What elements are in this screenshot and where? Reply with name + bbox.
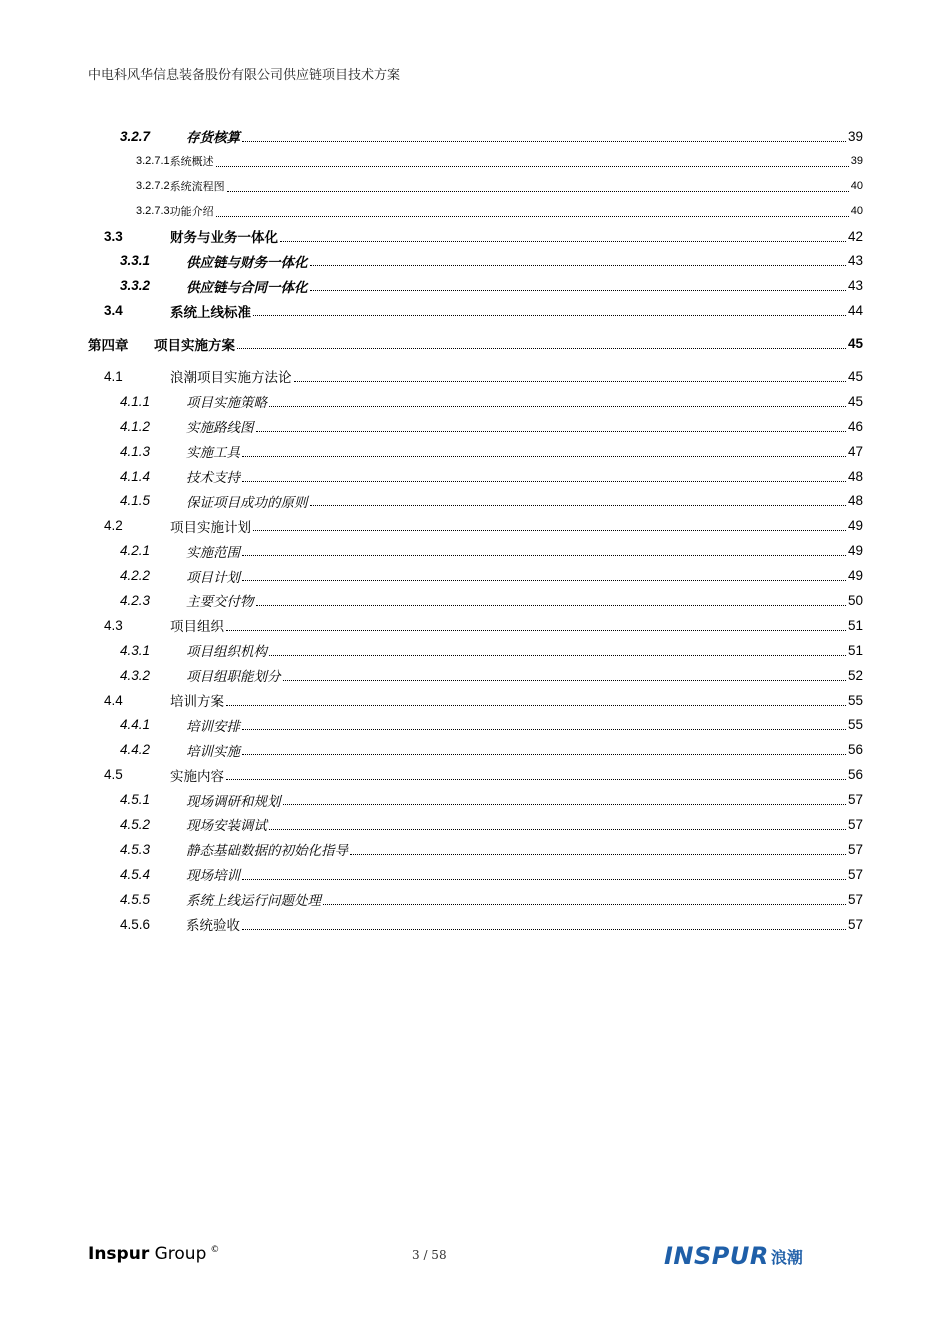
toc-entry-page: 42 [847, 228, 863, 244]
toc-entry[interactable] [88, 174, 863, 199]
toc-entry-number: 3.3.1 [120, 253, 151, 269]
toc-entry-title: 实施范围 [186, 544, 240, 561]
toc-entry[interactable] [88, 414, 863, 439]
toc-entry[interactable] [88, 712, 863, 737]
toc-entry-page: 57 [847, 891, 863, 907]
toc-entry-title: 系统流程图 [169, 180, 225, 194]
toc-entry-title: 系统上线运行问题处理 [186, 893, 321, 910]
toc-entry[interactable] [88, 224, 863, 249]
toc-entry[interactable] [88, 812, 863, 837]
toc-entry[interactable] [88, 762, 863, 787]
toc-entry[interactable] [88, 513, 863, 538]
toc-dot-leader [280, 241, 846, 242]
logo-wordmark: INSPUR [664, 1242, 769, 1270]
toc-entry-title: 静态基础数据的初始化指导 [186, 843, 348, 860]
toc-entry-number: 3.2.7.3 [136, 205, 170, 218]
toc-entry-page: 48 [847, 493, 863, 509]
toc-entry-number: 4.1 [104, 368, 123, 384]
toc-dot-leader [242, 141, 846, 142]
toc-dot-leader [242, 481, 846, 482]
toc-entry-title: 项目实施计划 [170, 519, 251, 536]
toc-entry[interactable] [88, 389, 863, 414]
toc-entry-title: 系统概述 [169, 155, 214, 169]
toc-entry-number: 4.4.1 [120, 717, 151, 733]
toc-entry-title: 供应链与财务一体化 [186, 254, 308, 271]
toc-entry-title: 主要交付物 [186, 594, 254, 611]
toc-entry-title: 项目实施策略 [186, 395, 267, 412]
toc-entry-number: 4.1.2 [120, 418, 151, 434]
toc-entry-title: 培训实施 [186, 743, 240, 760]
toc-entry-number: 4.5.5 [120, 891, 151, 907]
toc-entry-page: 56 [847, 742, 863, 758]
toc-entry-title: 项目实施方案 [154, 337, 235, 354]
toc-entry[interactable] [88, 273, 863, 298]
toc-dot-leader [253, 315, 846, 316]
toc-entry-page: 43 [847, 253, 863, 269]
toc-entry-number: 4.1.3 [120, 443, 151, 459]
toc-entry-number: 4.5.1 [120, 792, 151, 808]
document-header-title: 中电科风华信息装备股份有限公司供应链项目技术方案 [88, 68, 401, 83]
toc-entry[interactable] [88, 298, 863, 323]
toc-entry-number: 4.4 [104, 692, 123, 708]
toc-dot-leader [226, 630, 846, 631]
toc-entry-number: 3.4 [104, 303, 123, 319]
toc-entry-number: 4.3.1 [120, 642, 151, 658]
toc-entry-page: 57 [847, 916, 863, 932]
toc-entry-title: 系统上线标准 [170, 304, 251, 321]
toc-entry-number: 3.2.7.2 [136, 180, 170, 193]
toc-dot-leader [242, 929, 846, 930]
toc-entry[interactable] [88, 124, 863, 149]
toc-dot-leader [256, 605, 846, 606]
toc-entry-page: 52 [847, 667, 863, 683]
toc-entry-page: 47 [847, 443, 863, 459]
toc-entry[interactable] [88, 199, 863, 224]
toc-entry-number: 第四章 [88, 337, 129, 354]
toc-entry-number: 3.2.7.1 [136, 155, 170, 168]
toc-entry-number: 4.5.6 [120, 916, 151, 932]
toc-entry[interactable] [88, 588, 863, 613]
toc-dot-leader [350, 854, 846, 855]
toc-dot-leader [323, 904, 846, 905]
toc-entry-page: 43 [847, 278, 863, 294]
footer-brand-bold: Inspur [88, 1244, 150, 1264]
toc-entry[interactable] [88, 331, 863, 356]
toc-entry-page: 48 [847, 468, 863, 484]
toc-entry-title: 系统验收 [186, 918, 240, 935]
toc-dot-leader [256, 431, 846, 432]
toc-entry-number: 4.2.3 [120, 592, 151, 608]
toc-entry-number: 4.1.4 [120, 468, 151, 484]
toc-dot-leader [269, 655, 846, 656]
toc-entry-number: 4.5 [104, 767, 123, 783]
toc-entry-page: 39 [850, 155, 863, 168]
toc-entry-number: 3.3 [104, 228, 123, 244]
toc-entry-page: 57 [847, 792, 863, 808]
toc-dot-leader [226, 705, 846, 706]
toc-entry-number: 4.5.4 [120, 866, 151, 882]
toc-entry-page: 55 [847, 717, 863, 733]
toc-entry-title: 现场培训 [186, 868, 240, 885]
toc-entry-title: 实施路线图 [186, 420, 254, 437]
toc-entry-page: 40 [850, 180, 863, 193]
toc-entry-page: 50 [847, 592, 863, 608]
toc-entry-page: 39 [847, 128, 863, 144]
toc-entry[interactable] [88, 248, 863, 273]
toc-entry-page: 44 [847, 303, 863, 319]
toc-entry[interactable] [88, 364, 863, 389]
toc-entry[interactable] [88, 149, 863, 174]
toc-entry-title: 现场安装调试 [186, 818, 267, 835]
toc-dot-leader [242, 729, 846, 730]
toc-entry-number: 3.3.2 [120, 278, 151, 294]
toc-entry-page: 51 [847, 642, 863, 658]
toc-entry[interactable] [88, 862, 863, 887]
toc-entry[interactable] [88, 787, 863, 812]
toc-dot-leader [269, 406, 846, 407]
toc-dot-leader [216, 166, 849, 167]
toc-entry-title: 实施工具 [186, 445, 240, 462]
toc-entry[interactable] [88, 638, 863, 663]
toc-dot-leader [227, 191, 849, 192]
toc-entry-title: 供应链与合同一体化 [186, 279, 308, 296]
toc-dot-leader [283, 680, 846, 681]
toc-entry-page: 46 [847, 418, 863, 434]
toc-entry[interactable] [88, 563, 863, 588]
toc-entry-page: 45 [847, 336, 863, 352]
logo-chinese: 浪潮 [770, 1247, 803, 1267]
toc-entry[interactable] [88, 688, 863, 713]
toc-entry[interactable] [88, 439, 863, 464]
toc-entry-title: 存货核算 [186, 130, 240, 147]
toc-entry-title: 现场调研和规划 [186, 793, 281, 810]
toc-entry-number: 4.5.2 [120, 816, 151, 832]
toc-entry[interactable] [88, 912, 863, 937]
toc-dot-leader [310, 265, 846, 266]
toc-entry[interactable] [88, 663, 863, 688]
toc-dot-leader [237, 348, 846, 349]
toc-entry-number: 4.4.2 [120, 742, 151, 758]
toc-entry-title: 财务与业务一体化 [170, 230, 278, 246]
toc-dot-leader [242, 580, 846, 581]
toc-entry-number: 3.2.7 [120, 128, 151, 144]
toc-entry-page: 57 [847, 866, 863, 882]
toc-entry-page: 45 [847, 368, 863, 384]
toc-entry-number: 4.2 [104, 518, 123, 534]
toc-dot-leader [242, 555, 846, 556]
toc-entry-page: 57 [847, 816, 863, 832]
table-of-contents [88, 124, 863, 937]
toc-entry-page: 45 [847, 393, 863, 409]
toc-entry-number: 4.1.5 [120, 493, 151, 509]
toc-dot-leader [310, 505, 846, 506]
toc-entry-title: 保证项目成功的原则 [186, 494, 308, 511]
toc-entry-page: 56 [847, 767, 863, 783]
toc-entry[interactable] [88, 837, 863, 862]
toc-entry[interactable] [88, 887, 863, 912]
toc-entry-title: 浪潮项目实施方法论 [170, 370, 292, 387]
toc-entry-title: 项目计划 [186, 569, 240, 586]
toc-entry-title: 项目组织机构 [186, 644, 267, 661]
toc-dot-leader [226, 779, 846, 780]
toc-entry-number: 4.3.2 [120, 667, 151, 683]
toc-entry[interactable] [88, 488, 863, 513]
toc-dot-leader [310, 290, 846, 291]
toc-entry-title: 项目组织 [170, 619, 224, 636]
toc-entry-page: 57 [847, 841, 863, 857]
footer-brand [88, 1244, 219, 1264]
toc-entry[interactable] [88, 737, 863, 762]
toc-dot-leader [283, 804, 846, 805]
toc-dot-leader [242, 456, 846, 457]
toc-entry-page: 49 [847, 518, 863, 534]
footer-brand-rest: Group [149, 1244, 207, 1264]
toc-entry[interactable] [88, 464, 863, 489]
toc-entry-title: 功能介绍 [169, 205, 214, 219]
page-indicator: 3 / 58 [412, 1248, 447, 1262]
toc-dot-leader [253, 530, 846, 531]
toc-dot-leader [294, 381, 846, 382]
toc-entry-number: 4.2.2 [120, 568, 151, 584]
toc-entry-number: 4.1.1 [120, 393, 151, 409]
toc-entry-page: 55 [847, 692, 863, 708]
inspur-logo [664, 1242, 803, 1270]
toc-entry-page: 51 [847, 617, 863, 633]
toc-entry-title: 项目组职能划分 [186, 669, 281, 686]
toc-entry-number: 4.5.3 [120, 841, 151, 857]
toc-dot-leader [216, 216, 849, 217]
toc-entry[interactable] [88, 613, 863, 638]
toc-entry-page: 40 [850, 205, 863, 218]
toc-entry-title: 实施内容 [170, 768, 224, 785]
toc-entry-title: 培训方案 [170, 694, 224, 711]
toc-entry-title: 培训安排 [186, 718, 240, 735]
toc-dot-leader [269, 829, 846, 830]
toc-entry-number: 4.2.1 [120, 543, 151, 559]
toc-entry-number: 4.3 [104, 617, 123, 633]
copyright-mark: © [210, 1245, 220, 1256]
toc-dot-leader [242, 754, 846, 755]
toc-dot-leader [242, 879, 846, 880]
toc-entry-page: 49 [847, 568, 863, 584]
toc-entry-page: 49 [847, 543, 863, 559]
toc-entry[interactable] [88, 538, 863, 563]
toc-entry-title: 技术支持 [186, 470, 240, 487]
